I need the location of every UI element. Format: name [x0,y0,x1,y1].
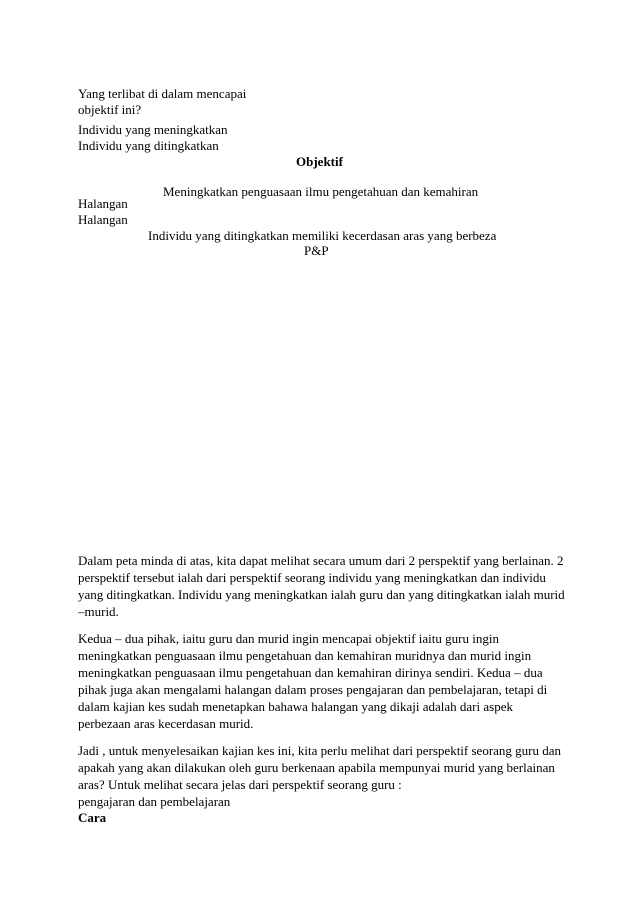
paragraph-line: aras? Untuk melihat secara jelas dari perspektif seorang guru : [78,777,402,792]
question-line-2: objektif ini? [78,102,142,117]
paragraph-line: Dalam peta minda di atas, kita dapat melihat secara umum dari 2 perspektif yang berlainan. 2 [78,553,564,568]
paragraph-3 [78,742,568,793]
obstacle-text: Individu yang ditingkatkan memiliki kecerdasan aras yang berbeza [148,228,497,243]
obstacle-label-1: Halangan [78,196,128,211]
paragraph-line: pihak juga akan mengalami halangan dalam proses pengajaran dan pembelajaran, tetapi di [78,682,548,697]
person-meningkatkan: Individu yang meningkatkan [78,122,228,137]
paragraph-line: Kedua – dua pihak, iaitu guru dan murid ingin mencapai objektif iaitu guru ingin [78,631,499,646]
paragraph-1 [78,552,568,620]
pnp-label: P&P [304,243,329,258]
person-ditingkatkan: Individu yang ditingkatkan [78,138,219,153]
paragraph-line: perbezaan aras kecerdasan murid. [78,716,254,731]
objective-text: Meningkatkan penguasaan ilmu pengetahuan dan kemahiran [163,184,479,199]
paragraph-line: perspektif tersebut ialah dari perspektif seorang individu yang meningkatkan dan individu [78,570,546,585]
paragraph-2 [78,630,568,732]
question-line-1: Yang terlibat di dalam mencapai [78,86,247,101]
paragraph-line: apakah yang akan dilakukan oleh guru berkenaan apabila mempunyai murid yang berlainan [78,760,555,775]
paragraph-line: yang ditingkatkan. Individu yang meningkatkan ialah guru dan yang ditingkatkan ialah murid [78,587,565,602]
paragraph-line: Jadi , untuk menyelesaikan kajian kes ini, kita perlu melihat dari perspektif seorang guru dan [78,743,562,758]
obstacle-label-2: Halangan [78,212,128,227]
paragraph-line: meningkatkan penguasaan ilmu pengetahuan dan kemahiran dirinya sendiri. Kedua – dua [78,665,543,680]
paragraph-line: meningkatkan penguasaan ilmu pengetahuan dan kemahiran muridnya dan murid ingin [78,648,532,663]
cara-heading: Cara [78,810,107,825]
pengajaran-label: pengajaran dan pembelajaran [78,794,231,809]
objective-heading: Objektif [296,154,343,169]
paragraph-line: –murid. [78,604,119,619]
paragraph-line: dalam kajian kes sudah menetapkan bahawa halangan yang dikaji adalah dari aspek [78,699,513,714]
